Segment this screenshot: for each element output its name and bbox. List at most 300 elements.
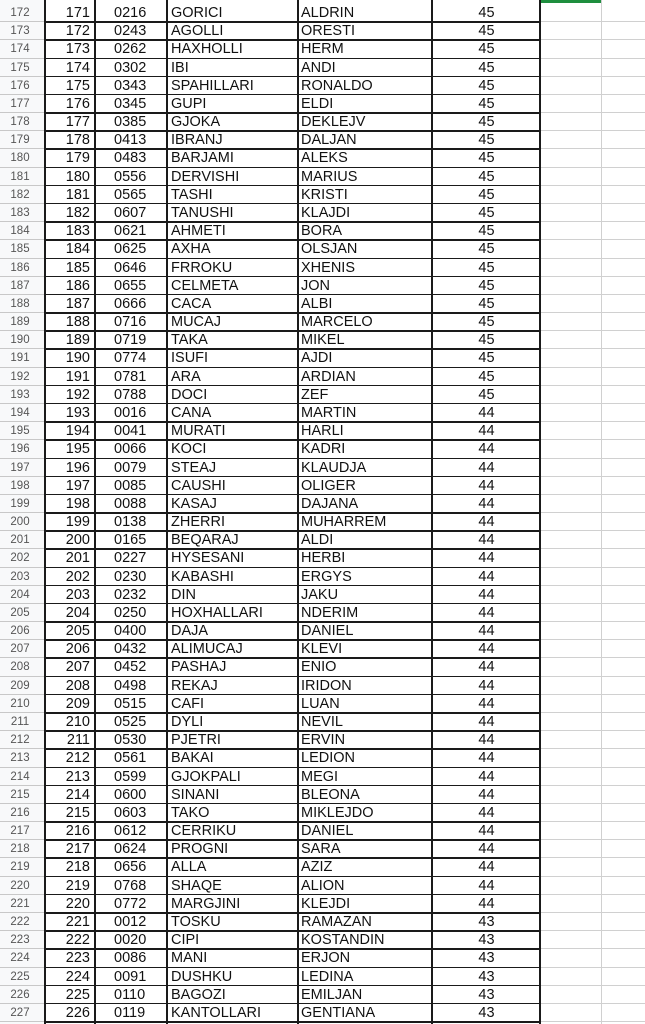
cell-surname[interactable]: DOCI [171,386,208,403]
cell-number[interactable]: 216 [65,823,90,840]
cell-number[interactable]: 176 [65,95,90,112]
cell-surname[interactable]: BAGOZI [171,986,226,1003]
cell-surname[interactable]: REKAJ [171,677,218,694]
cell-score[interactable]: 44 [478,604,495,621]
row-header[interactable]: 174 [10,43,30,56]
cell-surname[interactable]: PJETRI [171,732,221,749]
row-header[interactable]: 175 [10,61,30,74]
cell-name[interactable]: SARA [301,841,341,858]
cell-code[interactable]: 0385 [114,114,147,131]
cell-number[interactable]: 192 [65,386,90,403]
cell-code[interactable]: 0088 [114,495,147,512]
cell-code[interactable]: 0599 [114,768,147,785]
cell-code[interactable]: 0646 [114,259,147,276]
row-header[interactable]: 191 [10,352,30,365]
cell-name[interactable]: JAKU [301,586,339,603]
cell-number[interactable]: 183 [65,223,90,240]
cell-score[interactable]: 44 [478,841,495,858]
cell-score[interactable]: 44 [478,786,495,803]
row-header[interactable]: 179 [10,134,30,147]
cell-surname[interactable]: DIN [171,586,196,603]
cell-score[interactable]: 43 [478,968,495,985]
cell-number[interactable]: 226 [65,1004,90,1021]
row-header[interactable]: 212 [10,734,30,747]
cell-surname[interactable]: PASHAJ [171,659,227,676]
cell-name[interactable]: RAMAZAN [301,914,372,930]
cell-number[interactable]: 207 [65,659,90,676]
cell-score[interactable]: 45 [478,77,495,94]
cell-surname[interactable]: KABASHI [171,568,234,585]
cell-code[interactable]: 0138 [114,514,147,531]
cell-code[interactable]: 0079 [114,459,147,476]
row-header[interactable]: 222 [10,916,30,928]
cell-code[interactable]: 0666 [114,295,147,312]
cell-score[interactable]: 45 [478,114,495,131]
cell-surname[interactable]: BAKAI [171,750,214,767]
cell-score[interactable]: 44 [478,695,495,712]
cell-code[interactable]: 0216 [114,5,147,21]
cell-score[interactable]: 44 [478,823,495,840]
cell-number[interactable]: 204 [65,604,90,621]
row-header[interactable]: 196 [10,443,30,456]
cell-code[interactable]: 0230 [114,568,147,585]
cell-code[interactable]: 0227 [114,550,147,567]
cell-name[interactable]: DANIEL [301,623,354,640]
cell-code[interactable]: 0085 [114,477,147,494]
cell-name[interactable]: BLEONA [301,786,360,803]
cell-name[interactable]: KOSTANDIN [301,932,385,949]
cell-number[interactable]: 197 [65,477,90,494]
cell-surname[interactable]: HYSESANI [171,550,245,567]
cell-score[interactable]: 44 [478,859,495,876]
cell-number[interactable]: 173 [65,41,90,58]
cell-code[interactable]: 0119 [114,1004,146,1021]
row-header[interactable]: 183 [10,206,30,219]
row-header[interactable]: 193 [10,388,30,401]
cell-name[interactable]: DEKLEJV [301,114,366,131]
cell-name[interactable]: ALDRIN [301,5,355,21]
cell-number[interactable]: 187 [65,295,90,312]
cell-name[interactable]: ERGYS [301,568,352,585]
cell-name[interactable]: MEGI [301,768,339,785]
cell-score[interactable]: 43 [478,1004,495,1021]
cell-surname[interactable]: DAJA [171,623,209,640]
cell-score[interactable]: 44 [478,768,495,785]
cell-number[interactable]: 210 [65,714,90,731]
row-header[interactable]: 190 [10,334,30,347]
row-header[interactable]: 198 [10,479,30,492]
cell-name[interactable]: ERVIN [301,732,346,749]
cell-score[interactable]: 44 [478,659,495,676]
cell-score[interactable]: 44 [478,750,495,767]
cell-code[interactable]: 0400 [114,623,147,640]
cell-score[interactable]: 45 [478,295,495,312]
row-header[interactable]: 214 [10,770,30,783]
cell-score[interactable]: 44 [478,459,495,476]
cell-number[interactable]: 211 [66,732,90,749]
cell-number[interactable]: 190 [65,350,90,367]
cell-name[interactable]: KRISTI [301,186,348,203]
cell-number[interactable]: 209 [65,695,90,712]
cell-number[interactable]: 172 [65,23,90,40]
cell-number[interactable]: 193 [65,404,90,421]
cell-score[interactable]: 44 [478,514,495,531]
cell-number[interactable]: 212 [65,750,90,767]
cell-code[interactable]: 0781 [114,368,147,385]
row-header[interactable]: 184 [10,225,30,238]
cell-number[interactable]: 191 [65,368,90,385]
cell-code[interactable]: 0165 [114,532,147,549]
cell-code[interactable]: 0498 [114,677,147,694]
row-header[interactable]: 181 [10,170,30,183]
cell-number[interactable]: 214 [65,786,90,803]
cell-surname[interactable]: ISUFI [171,350,209,367]
cell-score[interactable]: 44 [478,404,495,421]
cell-name[interactable]: NEVIL [301,714,343,731]
row-header[interactable]: 192 [10,370,30,383]
cell-surname[interactable]: HOXHALLARI [171,604,263,621]
cell-code[interactable]: 0530 [114,732,147,749]
cell-name[interactable]: DAJANA [301,495,359,512]
cell-name[interactable]: ERJON [301,950,351,967]
cell-number[interactable]: 174 [65,59,90,76]
cell-name[interactable]: ENIO [301,659,337,676]
cell-score[interactable]: 43 [478,914,495,930]
cell-code[interactable]: 0788 [114,386,147,403]
cell-number[interactable]: 220 [65,895,90,912]
row-header[interactable]: 207 [10,643,30,656]
cell-name[interactable]: ANDI [301,59,336,76]
cell-number[interactable]: 222 [65,932,90,949]
cell-number[interactable]: 217 [65,841,90,858]
cell-number[interactable]: 180 [65,168,90,185]
cell-code[interactable]: 0020 [114,932,147,949]
cell-code[interactable]: 0656 [114,859,147,876]
cell-surname[interactable]: MUCAJ [171,314,221,331]
cell-name[interactable]: BORA [301,223,343,240]
cell-score[interactable]: 45 [478,5,495,21]
cell-score[interactable]: 45 [478,204,495,221]
cell-name[interactable]: AZIZ [301,859,333,876]
cell-code[interactable]: 0343 [114,77,147,94]
cell-score[interactable]: 45 [478,41,495,58]
row-header[interactable]: 172 [10,7,30,19]
cell-surname[interactable]: DYLI [171,714,204,731]
cell-surname[interactable]: CANA [171,404,212,421]
cell-number[interactable]: 224 [65,968,90,985]
row-header[interactable]: 209 [10,679,30,692]
cell-score[interactable]: 43 [478,986,495,1003]
cell-surname[interactable]: SINANI [171,786,220,803]
row-header[interactable]: 205 [10,606,30,619]
cell-name[interactable]: HERBI [301,550,346,567]
cell-name[interactable]: KADRI [301,441,346,458]
row-header[interactable]: 177 [10,97,30,110]
cell-code[interactable]: 0624 [114,841,147,858]
cell-score[interactable]: 45 [478,95,495,112]
cell-surname[interactable]: IBI [171,59,189,76]
cell-code[interactable]: 0603 [114,804,147,821]
cell-code[interactable]: 0066 [114,441,147,458]
cell-number[interactable]: 199 [65,514,90,531]
cell-number[interactable]: 188 [65,314,90,331]
cell-code[interactable]: 0600 [114,786,147,803]
cell-score[interactable]: 44 [478,477,495,494]
cell-surname[interactable]: TANUSHI [171,204,234,221]
cell-name[interactable]: MIKEL [301,332,345,349]
cell-code[interactable]: 0719 [114,332,147,349]
cell-surname[interactable]: GJOKA [171,114,221,131]
row-header[interactable]: 217 [10,825,30,838]
row-header[interactable]: 185 [10,243,30,256]
cell-number[interactable]: 218 [65,859,90,876]
row-header[interactable]: 180 [10,152,30,165]
cell-surname[interactable]: KASAJ [171,495,217,512]
cell-surname[interactable]: KANTOLLARI [171,1004,261,1021]
cell-score[interactable]: 44 [478,714,495,731]
cell-surname[interactable]: IBRANJ [171,132,223,149]
cell-name[interactable]: KLAJDI [301,204,351,221]
cell-code[interactable]: 0621 [114,223,147,240]
row-header[interactable]: 226 [10,988,30,1001]
cell-code[interactable]: 0716 [114,314,147,331]
cell-name[interactable]: MARTIN [301,404,357,421]
cell-surname[interactable]: GJOKPALI [171,768,241,785]
cell-number[interactable]: 219 [65,877,90,894]
cell-code[interactable]: 0041 [114,423,147,440]
row-header[interactable]: 197 [10,461,30,474]
cell-name[interactable]: ZEF [301,386,329,403]
cell-name[interactable]: KLAUDJA [301,459,367,476]
row-header[interactable]: 201 [10,534,30,547]
cell-number[interactable]: 206 [65,641,90,658]
row-header[interactable]: 200 [10,516,30,529]
row-header[interactable]: 199 [10,497,30,510]
cell-number[interactable]: 189 [65,332,90,349]
cell-surname[interactable]: DUSHKU [171,968,233,985]
cell-surname[interactable]: HAXHOLLI [171,41,243,58]
cell-score[interactable]: 45 [478,332,495,349]
cell-score[interactable]: 45 [478,350,495,367]
cell-code[interactable]: 0565 [114,186,147,203]
cell-surname[interactable]: CIPI [171,932,200,949]
cell-number[interactable]: 196 [65,459,90,476]
cell-code[interactable]: 0774 [114,350,147,367]
cell-surname[interactable]: AGOLLI [171,23,224,40]
row-header[interactable]: 188 [10,297,30,310]
cell-code[interactable]: 0772 [114,895,147,912]
cell-name[interactable]: JON [301,277,330,294]
cell-name[interactable]: LEDINA [301,968,354,985]
row-header[interactable]: 186 [10,261,30,274]
cell-code[interactable]: 0413 [114,132,147,149]
cell-score[interactable]: 44 [478,732,495,749]
cell-code[interactable]: 0607 [114,204,147,221]
cell-score[interactable]: 45 [478,132,495,149]
row-header[interactable]: 178 [10,116,30,129]
cell-score[interactable]: 45 [478,314,495,331]
cell-surname[interactable]: GORICI [171,5,223,21]
cell-number[interactable]: 223 [65,950,90,967]
cell-surname[interactable]: SPAHILLARI [171,77,254,94]
row-header[interactable]: 218 [10,843,30,856]
cell-code[interactable]: 0561 [114,750,147,767]
cell-code[interactable]: 0016 [114,404,147,421]
cell-surname[interactable]: TASHI [171,186,213,203]
cell-score[interactable]: 45 [478,368,495,385]
cell-surname[interactable]: AHMETI [171,223,226,240]
cell-name[interactable]: KLEJDI [301,895,351,912]
cell-number[interactable]: 171 [65,5,90,21]
cell-number[interactable]: 201 [65,550,90,567]
row-header[interactable]: 215 [10,788,30,801]
cell-number[interactable]: 202 [65,568,90,585]
cell-code[interactable]: 0452 [114,659,147,676]
cell-number[interactable]: 195 [65,441,90,458]
cell-name[interactable]: ARDIAN [301,368,356,385]
cell-name[interactable]: MUHARREM [301,514,387,531]
cell-code[interactable]: 0768 [114,877,147,894]
cell-number[interactable]: 221 [65,914,90,930]
cell-surname[interactable]: BARJAMI [171,150,234,167]
cell-name[interactable]: RONALDO [301,77,373,94]
cell-number[interactable]: 225 [65,986,90,1003]
cell-score[interactable]: 43 [478,932,495,949]
cell-surname[interactable]: TAKA [171,332,208,349]
cell-code[interactable]: 0625 [114,241,147,258]
cell-surname[interactable]: CELMETA [171,277,239,294]
cell-name[interactable]: LUAN [301,695,340,712]
cell-name[interactable]: NDERIM [301,604,359,621]
cell-score[interactable]: 44 [478,550,495,567]
cell-surname[interactable]: FRROKU [171,259,233,276]
cell-code[interactable]: 0012 [114,914,147,930]
cell-code[interactable]: 0515 [114,695,147,712]
cell-code[interactable]: 0345 [114,95,147,112]
cell-number[interactable]: 208 [65,677,90,694]
cell-score[interactable]: 45 [478,386,495,403]
cell-code[interactable]: 0483 [114,150,147,167]
row-header[interactable]: 202 [10,552,30,565]
cell-surname[interactable]: CERRIKU [171,823,237,840]
cell-score[interactable]: 44 [478,641,495,658]
cell-number[interactable]: 178 [65,132,90,149]
cell-score[interactable]: 45 [478,150,495,167]
row-header[interactable]: 204 [10,588,30,601]
cell-surname[interactable]: TAKO [171,804,210,821]
cell-score[interactable]: 43 [478,950,495,967]
row-header[interactable]: 216 [10,806,30,819]
cell-name[interactable]: HERM [301,41,344,58]
cell-name[interactable]: OLSJAN [301,241,358,258]
cell-name[interactable]: LEDION [301,750,355,767]
cell-name[interactable]: XHENIS [301,259,355,276]
cell-code[interactable]: 0086 [114,950,147,967]
cell-code[interactable]: 0232 [114,586,147,603]
cell-number[interactable]: 185 [65,259,90,276]
cell-surname[interactable]: SHAQE [171,877,222,894]
cell-number[interactable]: 213 [65,768,90,785]
cell-score[interactable]: 44 [478,586,495,603]
cell-name[interactable]: AJDI [301,350,333,367]
row-header[interactable]: 223 [10,934,30,947]
cell-code[interactable]: 0302 [114,59,147,76]
row-header[interactable]: 224 [10,952,30,965]
cell-name[interactable]: DANIEL [301,823,354,840]
cell-number[interactable]: 175 [65,77,90,94]
row-header[interactable]: 211 [10,716,30,729]
cell-name[interactable]: KLEVI [301,641,343,658]
cell-number[interactable]: 200 [65,532,90,549]
cell-score[interactable]: 44 [478,441,495,458]
row-header[interactable]: 203 [10,570,30,583]
cell-number[interactable]: 177 [65,114,90,131]
cell-name[interactable]: MARCELO [301,314,373,331]
row-header[interactable]: 210 [10,697,30,710]
cell-code[interactable]: 0556 [114,168,147,185]
cell-surname[interactable]: GUPI [171,95,207,112]
cell-number[interactable]: 194 [65,423,90,440]
cell-name[interactable]: MIKLEJDO [301,804,374,821]
cell-code[interactable]: 0525 [114,714,147,731]
cell-number[interactable]: 186 [65,277,90,294]
row-header[interactable]: 182 [10,188,30,201]
cell-surname[interactable]: CACA [171,295,212,312]
cell-score[interactable]: 44 [478,804,495,821]
row-header[interactable]: 176 [10,79,30,92]
cell-score[interactable]: 45 [478,259,495,276]
cell-surname[interactable]: MARGJINI [171,895,241,912]
cell-surname[interactable]: TOSKU [171,914,221,930]
cell-number[interactable]: 198 [65,495,90,512]
cell-score[interactable]: 45 [478,168,495,185]
row-header[interactable]: 219 [10,861,30,874]
cell-name[interactable]: OLIGER [301,477,356,494]
cell-surname[interactable]: STEAJ [171,459,217,476]
cell-score[interactable]: 44 [478,568,495,585]
row-header[interactable]: 221 [10,897,30,910]
cell-score[interactable]: 45 [478,186,495,203]
cell-number[interactable]: 182 [65,204,90,221]
cell-surname[interactable]: PROGNI [171,841,229,858]
cell-score[interactable]: 44 [478,532,495,549]
cell-code[interactable]: 0250 [114,604,147,621]
cell-surname[interactable]: DERVISHI [171,168,240,185]
row-header[interactable]: 173 [10,25,30,38]
row-header[interactable]: 220 [10,879,30,892]
cell-score[interactable]: 45 [478,223,495,240]
cell-surname[interactable]: AXHA [171,241,211,258]
row-header[interactable]: 208 [10,661,30,674]
cell-score[interactable]: 44 [478,623,495,640]
cell-surname[interactable]: CAFI [171,695,205,712]
row-header[interactable]: 194 [10,406,30,419]
cell-surname[interactable]: MANI [171,950,208,967]
cell-surname[interactable]: ALIMUCAJ [171,641,243,658]
row-header[interactable]: 227 [10,1006,30,1019]
cell-code[interactable]: 0110 [114,986,146,1003]
cell-code[interactable]: 0612 [114,823,147,840]
cell-score[interactable]: 44 [478,877,495,894]
cell-surname[interactable]: MURATI [171,423,226,440]
row-header[interactable]: 195 [10,425,30,438]
row-header[interactable]: 225 [10,970,30,983]
cell-surname[interactable]: ZHERRI [171,514,225,531]
cell-score[interactable]: 45 [478,277,495,294]
cell-surname[interactable]: BEQARAJ [171,532,239,549]
cell-score[interactable]: 44 [478,895,495,912]
cell-score[interactable]: 44 [478,495,495,512]
